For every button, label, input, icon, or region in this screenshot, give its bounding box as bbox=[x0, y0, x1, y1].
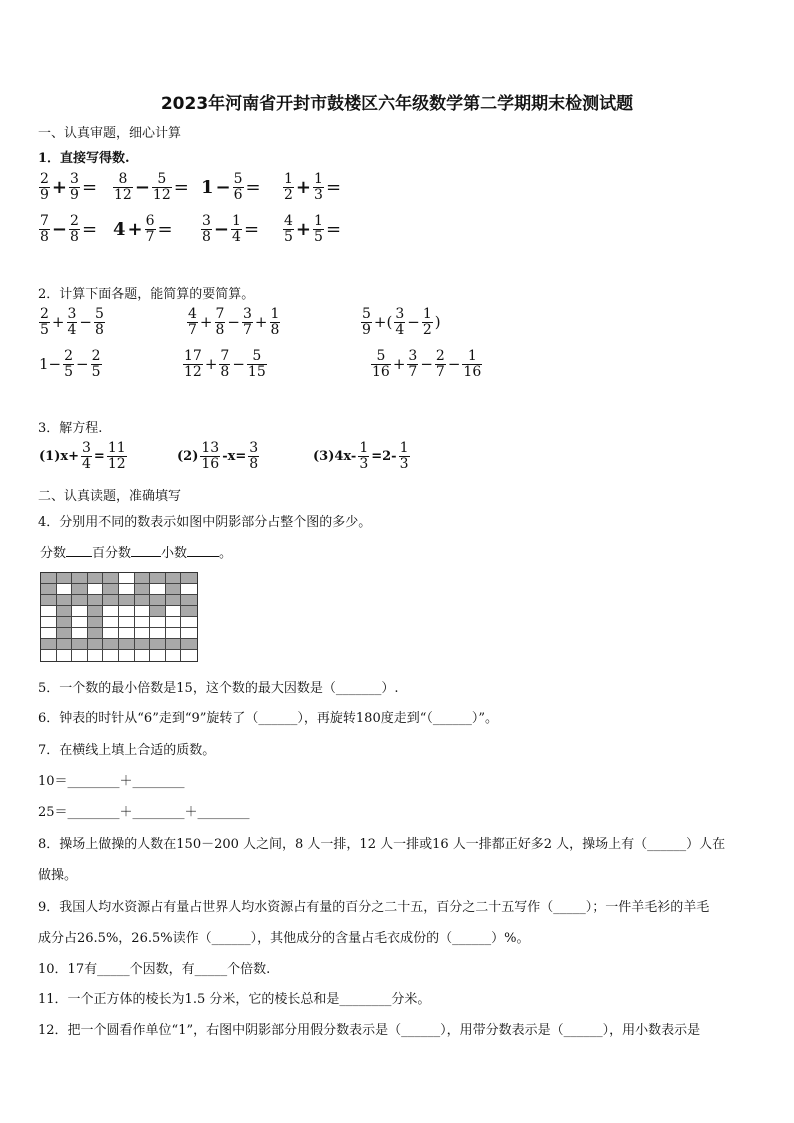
grid-cell bbox=[135, 617, 151, 628]
fraction bbox=[63, 349, 74, 379]
numerator: 5 bbox=[362, 306, 371, 322]
fraction bbox=[219, 349, 230, 379]
denominator: 8 bbox=[220, 363, 230, 380]
grid-cell-shaded bbox=[103, 595, 119, 606]
grid-cell bbox=[72, 606, 88, 617]
grid-cell bbox=[166, 617, 182, 628]
grid-cell bbox=[150, 628, 166, 639]
question-7-line-1: 10＝________＋________ bbox=[38, 774, 185, 789]
grid-cell bbox=[119, 584, 135, 595]
grid-cell bbox=[119, 617, 135, 628]
numerator: 7 bbox=[220, 348, 230, 364]
grid-cell-shaded bbox=[41, 639, 57, 650]
denominator: 8 bbox=[270, 321, 280, 338]
question-9-line-1: 9．我国人均水资源占有量占世界人均水资源占有量的百分之二十五，百分之二十五写作（_____）；一件羊毛衫的羊毛 bbox=[38, 900, 710, 915]
grid-cell bbox=[135, 628, 151, 639]
oral-calc-item bbox=[282, 214, 342, 244]
fraction bbox=[270, 307, 281, 337]
grid-cell bbox=[41, 650, 57, 661]
denominator: 5 bbox=[284, 228, 293, 245]
grid-cell-shaded bbox=[150, 595, 166, 606]
expression bbox=[38, 349, 103, 379]
operator: =2- bbox=[371, 448, 397, 464]
question-8-line-2: 做操。 bbox=[38, 868, 78, 883]
operator: + bbox=[51, 313, 65, 332]
denominator: 9 bbox=[70, 186, 79, 203]
grid-cell bbox=[181, 617, 197, 628]
numerator: 3 bbox=[408, 348, 418, 364]
numerator: 7 bbox=[215, 306, 225, 322]
equals-sign: = bbox=[173, 176, 189, 198]
numerator: 2 bbox=[64, 348, 74, 364]
grid-cell-shaded bbox=[135, 595, 151, 606]
grid-cell bbox=[41, 617, 57, 628]
grid-cell-shaded bbox=[119, 595, 135, 606]
equals-sign: = bbox=[81, 176, 98, 198]
grid-cell-shaded bbox=[166, 584, 182, 595]
fraction bbox=[91, 349, 102, 379]
grid-cell-shaded bbox=[88, 639, 104, 650]
oral-calc-item bbox=[38, 214, 98, 244]
numerator: 1 bbox=[359, 440, 369, 456]
denominator: 16 bbox=[372, 363, 390, 380]
expression bbox=[370, 349, 483, 379]
operator: − bbox=[227, 313, 240, 332]
equals-sign: = bbox=[243, 218, 260, 240]
expression bbox=[38, 307, 106, 337]
grid-cell bbox=[103, 628, 119, 639]
grid-cell-shaded bbox=[88, 628, 104, 639]
grid-cell-shaded bbox=[57, 573, 73, 584]
question-2-label: 2．计算下面各题，能简算的要简算。 bbox=[38, 287, 255, 302]
numerator: 5 bbox=[157, 171, 167, 187]
oral-calc-item bbox=[38, 172, 98, 202]
denominator: 8 bbox=[215, 321, 225, 338]
decimal-label: 小数 bbox=[161, 546, 188, 561]
denominator: 8 bbox=[202, 228, 211, 245]
denominator: 3 bbox=[359, 455, 369, 472]
question-10: 10．17有_____个因数，有_____个倍数. bbox=[38, 962, 271, 977]
numerator: 8 bbox=[118, 171, 128, 187]
fraction bbox=[462, 349, 482, 379]
grid-cell bbox=[41, 606, 57, 617]
denominator: 12 bbox=[107, 455, 126, 472]
operator: + bbox=[199, 313, 213, 332]
grid-cell-shaded bbox=[135, 573, 151, 584]
grid-cell bbox=[135, 606, 151, 617]
numerator: 13 bbox=[201, 440, 220, 456]
operator: − bbox=[79, 313, 92, 332]
question-6: 6．钟表的时针从“6”走到“9”旋转了（______），再旋转180度走到“（______）”。 bbox=[38, 711, 499, 726]
fraction bbox=[215, 307, 226, 337]
fraction bbox=[152, 172, 172, 202]
question-7-label: 7．在横线上填上合适的质数。 bbox=[38, 743, 216, 758]
fraction bbox=[107, 441, 127, 471]
fraction bbox=[200, 441, 220, 471]
numerator: 11 bbox=[107, 440, 126, 456]
grid-cell bbox=[57, 650, 73, 661]
question-7-line-2: 25＝________＋________＋________ bbox=[38, 805, 250, 820]
equals-sign: = bbox=[157, 218, 173, 240]
grid-cell bbox=[166, 650, 182, 661]
grid-cell bbox=[166, 628, 182, 639]
fraction bbox=[81, 441, 92, 471]
operator: + bbox=[295, 218, 312, 240]
operator: − bbox=[215, 176, 231, 198]
denominator: 4 bbox=[67, 321, 77, 338]
fraction bbox=[69, 172, 80, 202]
question-1-label: 1．直接写得数. bbox=[38, 151, 130, 166]
fraction bbox=[231, 214, 242, 244]
grid-cell-shaded bbox=[150, 639, 166, 650]
expression bbox=[186, 307, 281, 337]
grid-cell bbox=[119, 573, 135, 584]
fraction bbox=[248, 441, 259, 471]
fraction bbox=[183, 349, 203, 379]
denominator: 7 bbox=[145, 228, 155, 245]
period: 。 bbox=[219, 546, 233, 561]
fraction bbox=[313, 172, 324, 202]
equals-sign: = bbox=[325, 218, 342, 240]
grid-cell-shaded bbox=[119, 639, 135, 650]
fraction bbox=[242, 307, 253, 337]
grid-cell-shaded bbox=[57, 617, 73, 628]
denominator: 2 bbox=[422, 321, 432, 338]
grid-cell-shaded bbox=[135, 639, 151, 650]
operator: -x= bbox=[222, 448, 247, 464]
grid-cell-shaded bbox=[72, 584, 88, 595]
numerator: 4 bbox=[188, 306, 197, 322]
denominator: 8 bbox=[95, 321, 104, 338]
operator: − bbox=[134, 176, 150, 198]
numerator: 1 bbox=[314, 171, 323, 187]
fraction bbox=[247, 349, 267, 379]
grid-cell-shaded bbox=[103, 639, 119, 650]
denominator: 3 bbox=[399, 455, 409, 472]
question-9-line-2: 成分占26.5%，26.5%读作（______），其他成分的含量占毛衣成份的（______）%。 bbox=[38, 931, 530, 946]
fraction bbox=[233, 172, 244, 202]
grid-cell-shaded bbox=[181, 639, 197, 650]
operator: + bbox=[295, 176, 312, 198]
numerator: 2 bbox=[40, 306, 49, 322]
denominator: 5 bbox=[91, 363, 101, 380]
fraction bbox=[371, 349, 391, 379]
operator: − bbox=[76, 355, 89, 374]
denominator: 16 bbox=[463, 363, 482, 380]
numerator: 1 bbox=[232, 213, 241, 229]
expression bbox=[312, 441, 411, 471]
grid-cell-shaded bbox=[166, 595, 182, 606]
denominator: 9 bbox=[40, 186, 49, 203]
denominator: 4 bbox=[395, 321, 405, 338]
grid-cell-shaded bbox=[181, 595, 197, 606]
numerator: 3 bbox=[243, 306, 252, 322]
numerator: 7 bbox=[40, 213, 49, 229]
grid-cell bbox=[119, 628, 135, 639]
operator: − bbox=[51, 218, 68, 240]
fraction bbox=[394, 307, 405, 337]
grid-cell bbox=[150, 584, 166, 595]
grid-cell-shaded bbox=[72, 639, 88, 650]
numerator: 2 bbox=[435, 348, 445, 364]
grid-cell bbox=[72, 628, 88, 639]
grid-cell bbox=[119, 606, 135, 617]
denominator: 16 bbox=[201, 455, 220, 472]
grid-cell bbox=[103, 606, 119, 617]
denominator: 3 bbox=[314, 186, 323, 203]
operator: (3)4x- bbox=[313, 448, 357, 464]
percent-blank[interactable] bbox=[131, 544, 161, 557]
oral-calc-item bbox=[200, 172, 262, 202]
numerator: 5 bbox=[252, 348, 262, 364]
grid-cell-shaded bbox=[103, 584, 119, 595]
denominator: 5 bbox=[40, 321, 49, 338]
denominator: 7 bbox=[188, 321, 197, 338]
grid-cell bbox=[41, 628, 57, 639]
question-3-label: 3．解方程. bbox=[38, 421, 103, 436]
grid-cell bbox=[88, 584, 104, 595]
denominator: 8 bbox=[40, 228, 49, 245]
operator: +( bbox=[373, 313, 393, 332]
denominator: 7 bbox=[408, 363, 418, 380]
numerator: 1 bbox=[270, 306, 280, 322]
operator: − bbox=[407, 313, 420, 332]
numerator: 3 bbox=[202, 213, 211, 229]
denominator: 12 bbox=[184, 363, 202, 380]
grid-cell bbox=[181, 584, 197, 595]
denominator: 8 bbox=[249, 455, 259, 472]
denominator: 7 bbox=[435, 363, 445, 380]
grid-cell bbox=[88, 650, 104, 661]
section-1-heading: 一、认真审题，细心计算 bbox=[38, 126, 182, 141]
grid-cell-shaded bbox=[181, 573, 197, 584]
numerator: 17 bbox=[184, 348, 202, 364]
numerator: 1 bbox=[284, 171, 293, 187]
grid-cell-shaded bbox=[103, 573, 119, 584]
fraction bbox=[283, 214, 294, 244]
shaded-grid-figure bbox=[40, 572, 198, 662]
denominator: 6 bbox=[233, 186, 243, 203]
fraction bbox=[94, 307, 105, 337]
numerator: 2 bbox=[70, 213, 79, 229]
question-4-label: 4．分别用不同的数表示如图中阴影部分占整个图的多少。 bbox=[38, 515, 372, 530]
grid-cell bbox=[72, 617, 88, 628]
grid-cell bbox=[103, 617, 119, 628]
numerator: 1 bbox=[467, 348, 477, 364]
grid-cell-shaded bbox=[57, 595, 73, 606]
fraction bbox=[113, 172, 133, 202]
numerator: 5 bbox=[233, 171, 243, 187]
numerator: 2 bbox=[40, 171, 49, 187]
denominator: 2 bbox=[284, 186, 293, 203]
grid-cell-shaded bbox=[57, 628, 73, 639]
numerator: 1 bbox=[314, 213, 323, 229]
numerator: 2 bbox=[91, 348, 101, 364]
grid-cell-shaded bbox=[41, 584, 57, 595]
denominator: 12 bbox=[114, 186, 132, 203]
whole-number: 1 bbox=[201, 176, 214, 198]
fraction-blank[interactable] bbox=[66, 544, 92, 557]
question-8-line-1: 8．操场上做操的人数在150－200 人之间，8 人一排，12 人一排或16 人一排都正好多2 人，操场上有（______）人在 bbox=[38, 837, 726, 852]
grid-cell bbox=[150, 617, 166, 628]
expression bbox=[360, 307, 442, 337]
grid-cell-shaded bbox=[88, 606, 104, 617]
operator: − bbox=[447, 355, 461, 374]
expression bbox=[38, 441, 128, 471]
operator: + bbox=[254, 313, 268, 332]
numerator: 3 bbox=[395, 306, 405, 322]
grid-cell-shaded bbox=[72, 595, 88, 606]
operator: − bbox=[232, 355, 245, 374]
operator: − bbox=[213, 218, 230, 240]
denominator: 9 bbox=[362, 321, 371, 338]
question-11: 11．一个正方体的棱长为1.5 分米，它的棱长总和是________分米。 bbox=[38, 992, 431, 1007]
operator: 1− bbox=[39, 355, 62, 374]
grid-cell bbox=[181, 628, 197, 639]
denominator: 4 bbox=[232, 228, 241, 245]
numerator: 1 bbox=[422, 306, 432, 322]
operator: + bbox=[204, 355, 218, 374]
grid-cell bbox=[150, 650, 166, 661]
grid-cell-shaded bbox=[135, 584, 151, 595]
grid-cell-shaded bbox=[150, 606, 166, 617]
grid-cell-shaded bbox=[57, 606, 73, 617]
percent-label: 百分数 bbox=[92, 546, 132, 561]
fraction bbox=[39, 214, 50, 244]
grid-cell-shaded bbox=[72, 573, 88, 584]
fraction bbox=[39, 307, 50, 337]
fraction bbox=[407, 349, 418, 379]
denominator: 12 bbox=[152, 186, 171, 203]
grid-cell-shaded bbox=[88, 617, 104, 628]
operator: + bbox=[51, 176, 68, 198]
fraction bbox=[435, 349, 446, 379]
oral-calc-item bbox=[112, 172, 190, 202]
fraction bbox=[201, 214, 212, 244]
expression bbox=[176, 441, 260, 471]
operator: − bbox=[420, 355, 433, 374]
equals-sign: = bbox=[325, 176, 342, 198]
grid-cell-shaded bbox=[181, 606, 197, 617]
grid-cell bbox=[119, 650, 135, 661]
oral-calc-item bbox=[200, 214, 260, 244]
numerator: 5 bbox=[376, 348, 386, 364]
numerator: 1 bbox=[399, 440, 409, 456]
grid-cell-shaded bbox=[88, 595, 104, 606]
operator: + bbox=[127, 218, 143, 240]
decimal-blank[interactable] bbox=[187, 544, 219, 557]
grid-cell-shaded bbox=[166, 639, 182, 650]
grid-cell bbox=[166, 606, 182, 617]
numerator: 3 bbox=[249, 440, 259, 456]
denominator: 5 bbox=[64, 363, 74, 380]
question-12: 12．把一个圆看作单位“1”，右图中阴影部分用假分数表示是（______），用带分数表示是（______），用小数表示是 bbox=[38, 1023, 701, 1038]
operator: + bbox=[392, 355, 406, 374]
denominator: 8 bbox=[70, 228, 79, 245]
fraction bbox=[422, 307, 433, 337]
grid-cell bbox=[72, 650, 88, 661]
fraction bbox=[69, 214, 80, 244]
fraction bbox=[283, 172, 294, 202]
question-4-answer-line bbox=[40, 542, 232, 561]
expression bbox=[182, 349, 268, 379]
grid-cell bbox=[135, 650, 151, 661]
operator: ) bbox=[434, 313, 441, 332]
grid-cell-shaded bbox=[166, 573, 182, 584]
oral-calc-item bbox=[112, 214, 174, 244]
denominator: 4 bbox=[82, 455, 91, 472]
denominator: 5 bbox=[314, 228, 323, 245]
denominator: 15 bbox=[247, 363, 266, 380]
numerator: 3 bbox=[70, 171, 79, 187]
fraction bbox=[145, 214, 156, 244]
equals-sign: = bbox=[245, 176, 261, 198]
grid-cell-shaded bbox=[150, 573, 166, 584]
fraction bbox=[399, 441, 410, 471]
fraction bbox=[187, 307, 198, 337]
fraction bbox=[358, 441, 369, 471]
page-title: 2023年河南省开封市鼓楼区六年级数学第二学期期末检测试题 bbox=[160, 94, 634, 114]
numerator: 3 bbox=[82, 440, 91, 456]
question-5: 5．一个数的最小倍数是15，这个数的最大因数是（_______）. bbox=[38, 681, 399, 696]
grid-cell-shaded bbox=[57, 639, 73, 650]
operator: (2) bbox=[177, 448, 199, 464]
equals-sign: = bbox=[81, 218, 98, 240]
fraction bbox=[67, 307, 78, 337]
denominator: 7 bbox=[243, 321, 252, 338]
oral-calc-item bbox=[282, 172, 342, 202]
section-2-heading: 二、认真读题，准确填写 bbox=[38, 489, 182, 504]
grid-cell-shaded bbox=[88, 573, 104, 584]
numerator: 3 bbox=[67, 306, 77, 322]
grid-cell bbox=[181, 650, 197, 661]
operator: (1)x+ bbox=[39, 448, 79, 464]
grid-cell-shaded bbox=[41, 595, 57, 606]
whole-number: 4 bbox=[113, 218, 126, 240]
operator: = bbox=[93, 448, 105, 464]
fraction bbox=[361, 307, 372, 337]
grid-cell-shaded bbox=[41, 573, 57, 584]
numerator: 5 bbox=[95, 306, 104, 322]
fraction bbox=[313, 214, 324, 244]
fraction bbox=[39, 172, 50, 202]
grid-cell bbox=[57, 584, 73, 595]
grid-cell bbox=[103, 650, 119, 661]
numerator: 4 bbox=[284, 213, 293, 229]
fraction-label: 分数 bbox=[40, 546, 67, 561]
numerator: 6 bbox=[145, 213, 155, 229]
